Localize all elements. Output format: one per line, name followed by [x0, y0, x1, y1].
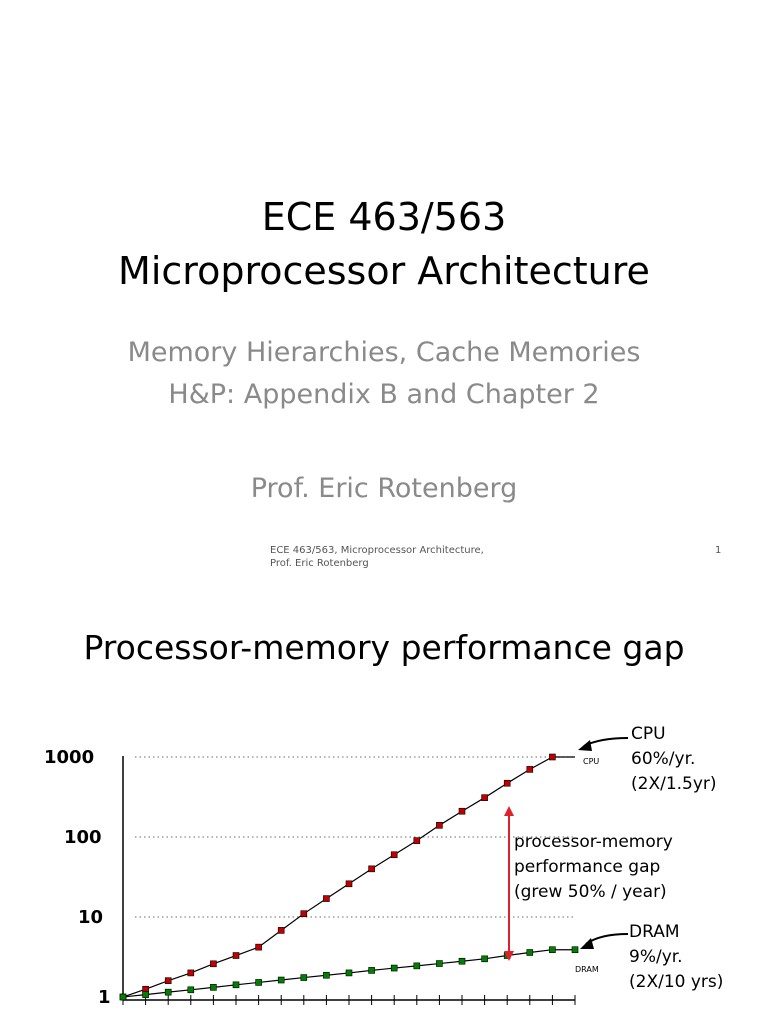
- cpu-data-point: [143, 986, 149, 992]
- gap-annotation: [514, 830, 673, 905]
- dram-data-point: [165, 989, 171, 995]
- cpu-annotation-rate: 60%/yr.: [631, 749, 696, 769]
- slide1-title-line2: Microprocessor Architecture: [118, 249, 650, 293]
- dram-data-point: [572, 947, 578, 953]
- dram-series-label: DRAM: [575, 965, 599, 974]
- dram-data-point: [549, 947, 555, 953]
- page-number: 1: [715, 545, 722, 556]
- cpu-pointer-head: [578, 740, 592, 751]
- cpu-data-point: [323, 896, 329, 902]
- cpu-data-point: [436, 822, 442, 828]
- cpu-data-point: [301, 911, 307, 917]
- gap-annotation-line3: (grew 50% / year): [514, 882, 667, 902]
- dram-annotation-rate: 9%/yr.: [629, 947, 683, 967]
- y-tick-label: 10: [78, 907, 104, 928]
- dram-data-point: [256, 979, 262, 985]
- y-tick-label: 1: [98, 987, 111, 1008]
- cpu-series-label: CPU: [583, 757, 600, 766]
- dram-data-point: [323, 972, 329, 978]
- dram-data-point: [482, 956, 488, 962]
- dram-annotation-double: (2X/10 yrs): [629, 972, 724, 992]
- dram-data-point: [414, 963, 420, 969]
- cpu-series-line: [123, 757, 575, 997]
- dram-data-point: [301, 975, 307, 981]
- y-tick-labels: [44, 747, 111, 1008]
- cpu-annotation: [631, 722, 717, 797]
- cpu-data-point: [165, 978, 171, 984]
- dram-data-point: [436, 961, 442, 967]
- cpu-annotation-label: CPU: [631, 724, 666, 744]
- cpu-data-point: [278, 927, 284, 933]
- chart-axes: [123, 756, 575, 1000]
- slide1-subtitle-line2: H&P: Appendix B and Chapter 2: [168, 379, 600, 410]
- dram-data-point: [278, 977, 284, 983]
- dram-pointer-line: [586, 934, 628, 944]
- slide1-subtitle-line1: Memory Hierarchies, Cache Memories: [127, 337, 641, 368]
- cpu-data-point: [527, 766, 533, 772]
- cpu-data-point: [414, 838, 420, 844]
- dram-data-point: [210, 984, 216, 990]
- cpu-data-point: [233, 953, 239, 959]
- cpu-data-point: [256, 944, 262, 950]
- dram-data-point: [233, 982, 239, 988]
- gap-arrow-head-top: [504, 806, 514, 816]
- dram-data-point: [459, 958, 465, 964]
- gap-annotation-line1: processor-memory: [514, 832, 673, 852]
- dram-data-point: [346, 970, 352, 976]
- cpu-data-point: [482, 795, 488, 801]
- cpu-data-point: [188, 970, 194, 976]
- cpu-data-point: [391, 852, 397, 858]
- slide2-title: Processor-memory performance gap: [83, 628, 685, 667]
- cpu-data-point: [369, 866, 375, 872]
- slide1-author: Prof. Eric Rotenberg: [250, 473, 518, 504]
- y-tick-label: 1000: [44, 747, 95, 768]
- footer-line1: ECE 463/563, Microprocessor Architecture,: [270, 545, 484, 556]
- dram-data-point: [391, 965, 397, 971]
- slide1-footer: [270, 544, 484, 570]
- x-ticks: [123, 995, 575, 1005]
- gap-annotation-line2: performance gap: [514, 857, 661, 877]
- dram-annotation: [629, 920, 723, 995]
- cpu-data-point: [504, 780, 510, 786]
- dram-data-point: [188, 987, 194, 993]
- cpu-data-point: [459, 808, 465, 814]
- dram-data-point: [143, 992, 149, 998]
- dram-data-point: [120, 994, 126, 1000]
- y-tick-label: 100: [64, 827, 102, 848]
- cpu-data-point: [549, 754, 555, 760]
- slide1-title-line1: ECE 463/563: [261, 195, 507, 239]
- footer-line2: Prof. Eric Rotenberg: [270, 558, 369, 569]
- dram-data-point: [527, 949, 533, 955]
- cpu-annotation-double: (2X/1.5yr): [631, 774, 717, 794]
- dram-annotation-label: DRAM: [629, 922, 680, 942]
- cpu-data-point: [346, 881, 352, 887]
- cpu-data-point: [210, 961, 216, 967]
- dram-data-point: [369, 967, 375, 973]
